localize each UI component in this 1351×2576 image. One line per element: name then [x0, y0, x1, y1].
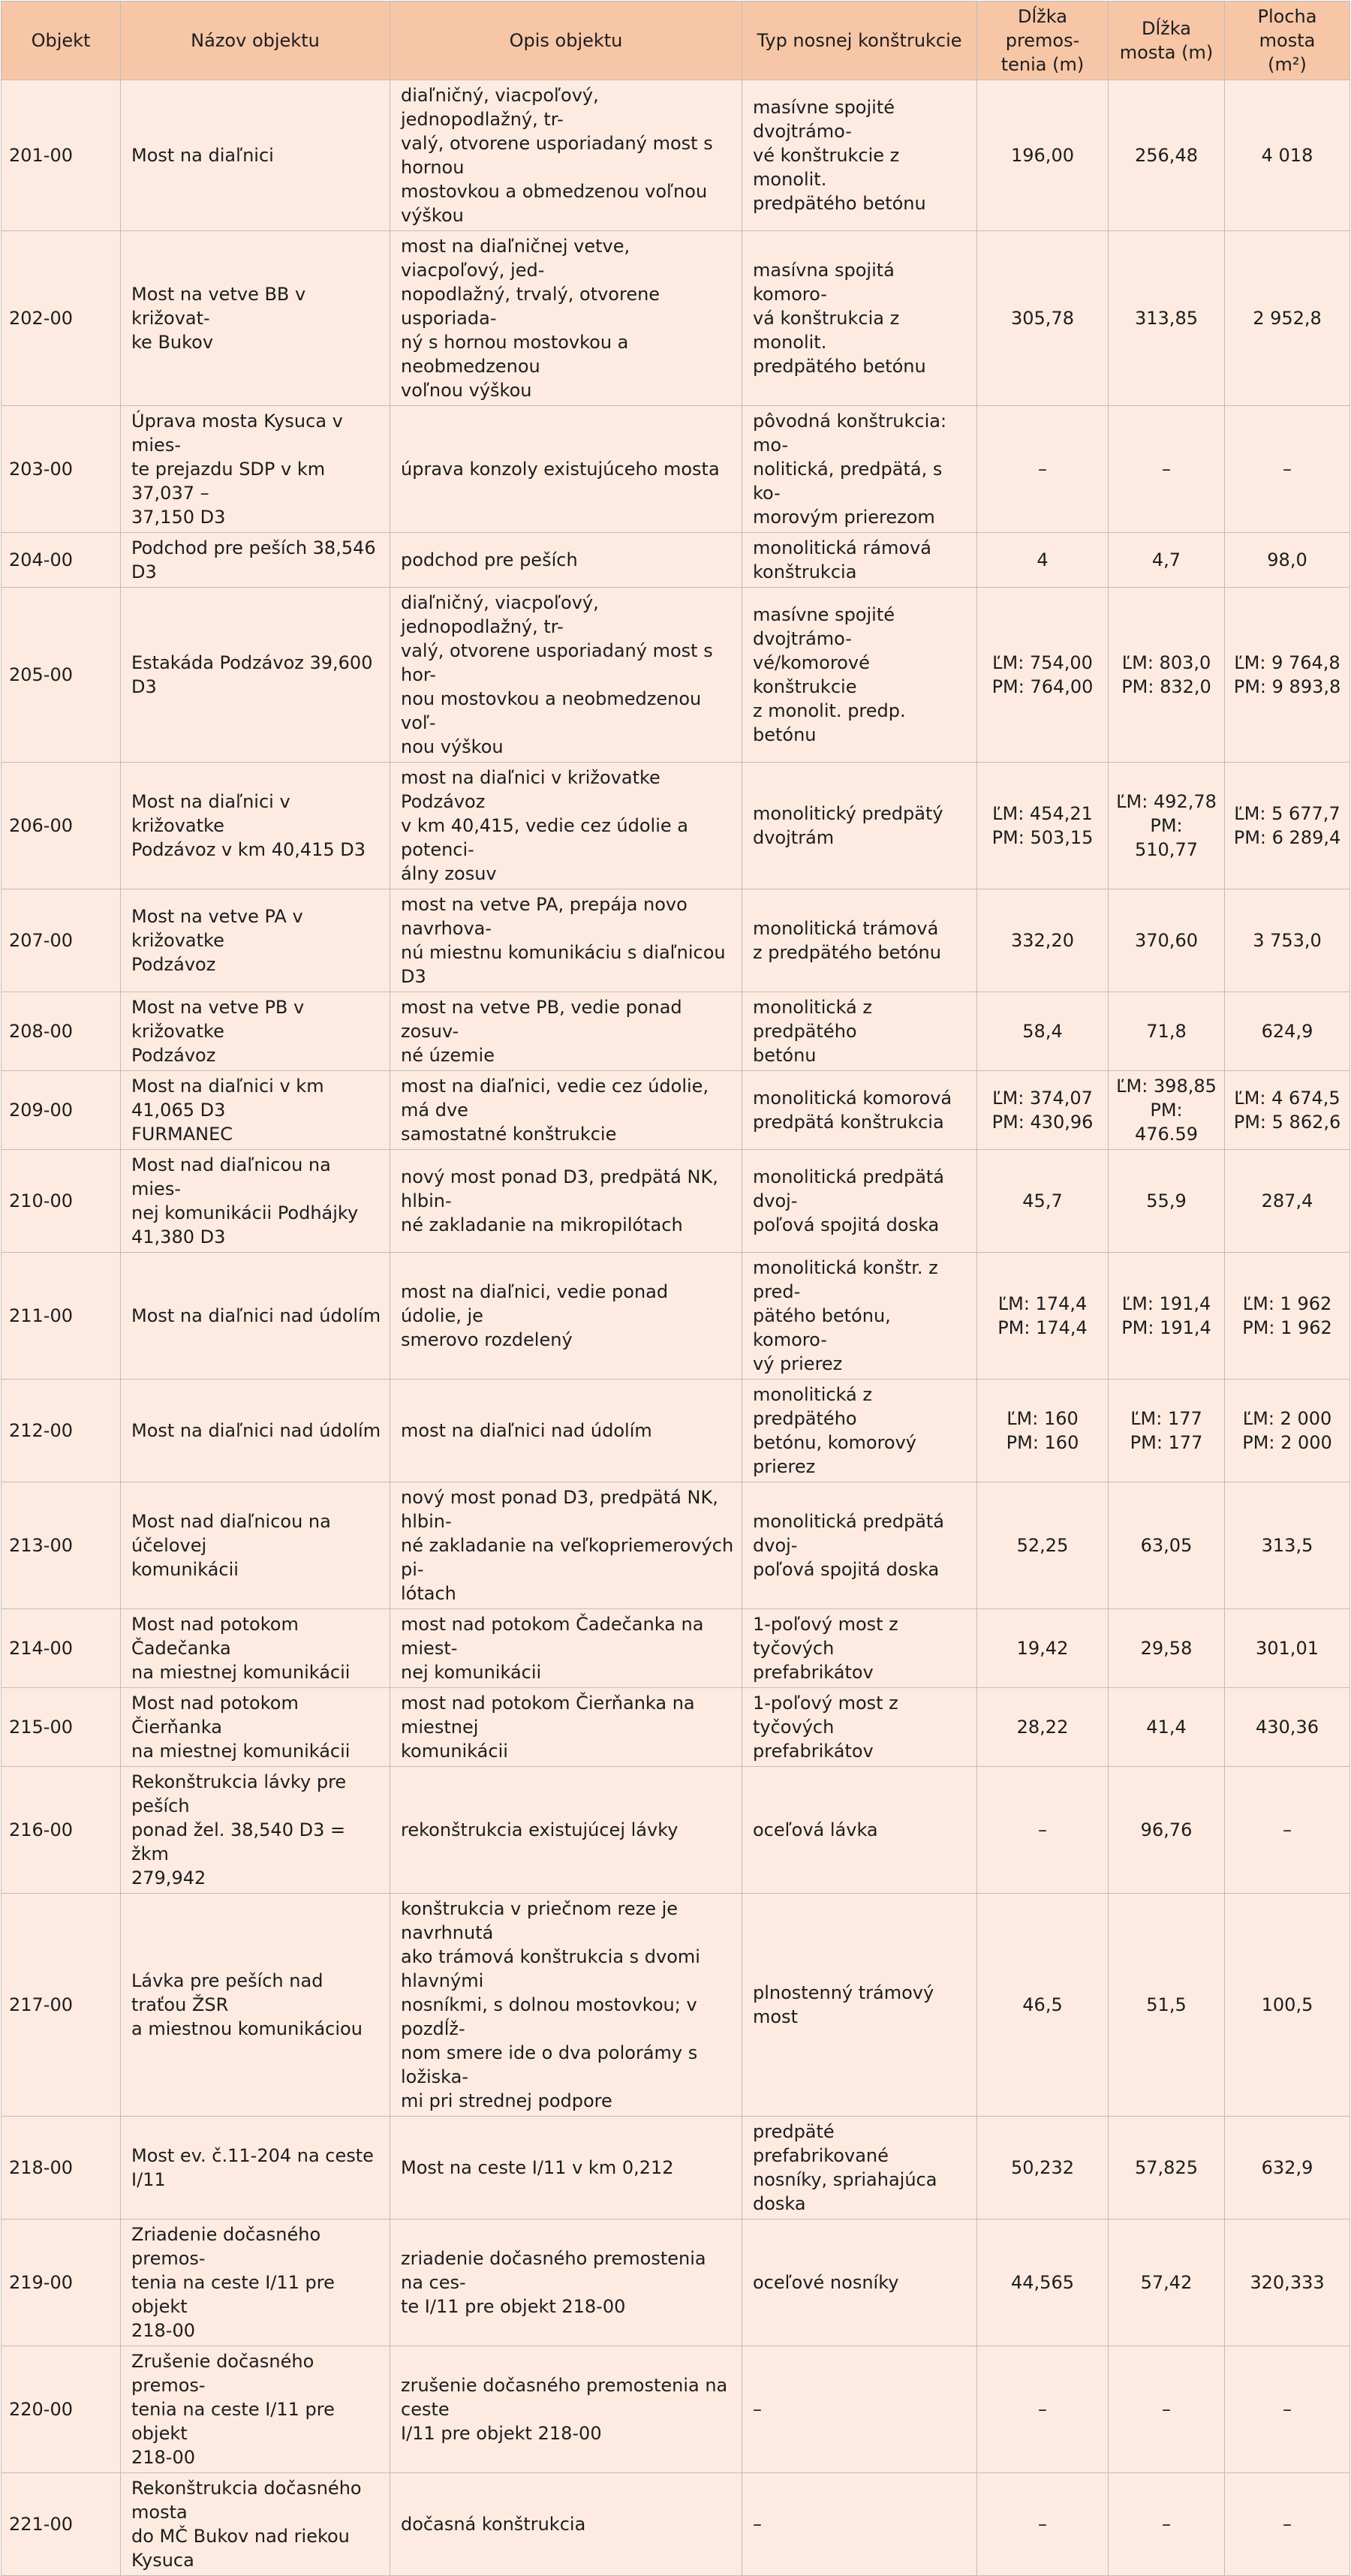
col-header-dlzka-mosta: Dĺžka mosta (m): [1109, 2, 1225, 80]
cell-objekt: 211-00: [2, 1253, 121, 1380]
cell-typ: monolitická z predpätého betónu: [742, 992, 977, 1071]
cell-dlzka-mosta: ĽM: 191,4 PM: 191,4: [1109, 1253, 1225, 1380]
cell-typ: –: [742, 2346, 977, 2473]
cell-dlzka-premostenia: 52,25: [977, 1482, 1109, 1609]
table-row: [2, 533, 1350, 588]
cell-dlzka-premostenia: 305,78: [977, 231, 1109, 406]
cell-dlzka-premostenia: ĽM: 754,00 PM: 764,00: [977, 588, 1109, 763]
cell-objekt: 214-00: [2, 1609, 121, 1688]
cell-objekt: 215-00: [2, 1688, 121, 1767]
cell-opis: most nad potokom Čierňanka na miestnej komunikácii: [390, 1688, 742, 1767]
cell-nazov: Most na vetve PB v križovatke Podzávoz: [121, 992, 390, 1071]
table-row: [2, 1380, 1350, 1482]
table-row: [2, 889, 1350, 992]
cell-dlzka-mosta: 51,5: [1109, 1894, 1225, 2117]
table-row: [2, 406, 1350, 533]
cell-dlzka-mosta: 57,42: [1109, 2219, 1225, 2346]
cell-typ: plnostenný trámový most: [742, 1894, 977, 2117]
cell-dlzka-mosta: ĽM: 398,85 PM: 476.59: [1109, 1071, 1225, 1150]
cell-plocha-mosta: –: [1225, 2346, 1350, 2473]
table-body: [2, 80, 1350, 2576]
cell-dlzka-mosta: 57,825: [1109, 2117, 1225, 2219]
cell-dlzka-premostenia: 50,232: [977, 2117, 1109, 2219]
cell-dlzka-mosta: –: [1109, 2346, 1225, 2473]
cell-nazov: Most nad potokom Čierňanka na miestnej komunikácii: [121, 1688, 390, 1767]
cell-plocha-mosta: 301,01: [1225, 1609, 1350, 1688]
table-row: [2, 763, 1350, 889]
cell-dlzka-premostenia: 196,00: [977, 80, 1109, 231]
cell-nazov: Úprava mosta Kysuca v mies- te prejazdu SDP v km 37,037 – 37,150 D3: [121, 406, 390, 533]
cell-objekt: 202-00: [2, 231, 121, 406]
cell-typ: monolitická rámová konštrukcia: [742, 533, 977, 588]
table-row: [2, 80, 1350, 231]
cell-nazov: Most na diaľnici nad údolím: [121, 1380, 390, 1482]
cell-objekt: 218-00: [2, 2117, 121, 2219]
cell-nazov: Most na diaľnici nad údolím: [121, 1253, 390, 1380]
cell-plocha-mosta: 430,36: [1225, 1688, 1350, 1767]
cell-nazov: Most ev. č.11-204 na ceste I/11: [121, 2117, 390, 2219]
cell-opis: most na diaľnici v križovatke Podzávoz v km 40,415, vedie cez údolie a potenci- álny zosuv: [390, 763, 742, 889]
cell-dlzka-premostenia: –: [977, 2473, 1109, 2576]
bridge-objects-table: [1, 1, 1350, 2576]
cell-objekt: 201-00: [2, 80, 121, 231]
cell-plocha-mosta: 313,5: [1225, 1482, 1350, 1609]
cell-plocha-mosta: 2 952,8: [1225, 231, 1350, 406]
table-row: [2, 588, 1350, 763]
cell-typ: masívne spojité dvojtrámo- vé/komorové konštrukcie z monolit. predp. betónu: [742, 588, 977, 763]
cell-dlzka-mosta: ĽM: 803,0 PM: 832,0: [1109, 588, 1225, 763]
cell-objekt: 213-00: [2, 1482, 121, 1609]
cell-objekt: 205-00: [2, 588, 121, 763]
cell-dlzka-premostenia: 58,4: [977, 992, 1109, 1071]
col-header-dlzka-premostenia: Dĺžka premos- tenia (m): [977, 2, 1109, 80]
cell-dlzka-mosta: 55,9: [1109, 1150, 1225, 1253]
cell-nazov: Rekonštrukcia dočasného mosta do MČ Bukov nad riekou Kysuca: [121, 2473, 390, 2576]
cell-typ: oceľové nosníky: [742, 2219, 977, 2346]
cell-typ: monolitická konštr. z pred- pätého betónu, komoro- vý prierez: [742, 1253, 977, 1380]
cell-dlzka-mosta: –: [1109, 2473, 1225, 2576]
table-row: [2, 1609, 1350, 1688]
cell-typ: masívne spojité dvojtrámo- vé konštrukcie z monolit. predpätého betónu: [742, 80, 977, 231]
cell-objekt: 217-00: [2, 1894, 121, 2117]
cell-opis: diaľničný, viacpoľový, jednopodlažný, tr- valý, otvorene usporiadaný most s hornou mostovkou a obmedzenou voľnou výškou: [390, 80, 742, 231]
cell-nazov: Most na diaľnici: [121, 80, 390, 231]
cell-typ: –: [742, 2473, 977, 2576]
cell-dlzka-mosta: 370,60: [1109, 889, 1225, 992]
cell-objekt: 206-00: [2, 763, 121, 889]
table-row: [2, 1894, 1350, 2117]
cell-dlzka-premostenia: 44,565: [977, 2219, 1109, 2346]
cell-typ: monolitická komorová predpätá konštrukcia: [742, 1071, 977, 1150]
cell-opis: most na diaľnici nad údolím: [390, 1380, 742, 1482]
cell-objekt: 207-00: [2, 889, 121, 992]
cell-nazov: Most nad diaľnicou na účelovej komunikácii: [121, 1482, 390, 1609]
table-row: [2, 1071, 1350, 1150]
cell-opis: nový most ponad D3, predpätá NK, hlbin- né zakladanie na veľkopriemerových pi- lótach: [390, 1482, 742, 1609]
cell-plocha-mosta: 4 018: [1225, 80, 1350, 231]
cell-objekt: 220-00: [2, 2346, 121, 2473]
cell-dlzka-premostenia: –: [977, 1767, 1109, 1894]
table-row: [2, 2473, 1350, 2576]
cell-opis: zriadenie dočasného premostenia na ces- te I/11 pre objekt 218-00: [390, 2219, 742, 2346]
cell-dlzka-premostenia: ĽM: 160 PM: 160: [977, 1380, 1109, 1482]
col-header-opis: Opis objektu: [390, 2, 742, 80]
cell-dlzka-mosta: 256,48: [1109, 80, 1225, 231]
cell-dlzka-mosta: –: [1109, 406, 1225, 533]
cell-typ: oceľová lávka: [742, 1767, 977, 1894]
cell-dlzka-premostenia: 46,5: [977, 1894, 1109, 2117]
cell-dlzka-mosta: 71,8: [1109, 992, 1225, 1071]
cell-dlzka-premostenia: 28,22: [977, 1688, 1109, 1767]
cell-plocha-mosta: –: [1225, 406, 1350, 533]
cell-dlzka-premostenia: 45,7: [977, 1150, 1109, 1253]
cell-plocha-mosta: 3 753,0: [1225, 889, 1350, 992]
cell-dlzka-premostenia: –: [977, 2346, 1109, 2473]
cell-typ: monolitický predpätý dvojtrám: [742, 763, 977, 889]
col-header-typ: Typ nosnej konštrukcie: [742, 2, 977, 80]
cell-opis: zrušenie dočasného premostenia na ceste I/11 pre objekt 218-00: [390, 2346, 742, 2473]
cell-plocha-mosta: 320,333: [1225, 2219, 1350, 2346]
cell-dlzka-mosta: 41,4: [1109, 1688, 1225, 1767]
cell-dlzka-mosta: ĽM: 177 PM: 177: [1109, 1380, 1225, 1482]
cell-nazov: Most nad diaľnicou na mies- nej komunikácii Podhájky 41,380 D3: [121, 1150, 390, 1253]
cell-objekt: 212-00: [2, 1380, 121, 1482]
cell-opis: most na vetve PA, prepája novo navrhova- nú miestnu komunikáciu s diaľnicou D3: [390, 889, 742, 992]
cell-nazov: Most na vetve PA v križovatke Podzávoz: [121, 889, 390, 992]
cell-plocha-mosta: 100,5: [1225, 1894, 1350, 2117]
cell-typ: masívna spojitá komoro- vá konštrukcia z monolit. predpätého betónu: [742, 231, 977, 406]
table-row: [2, 2219, 1350, 2346]
cell-dlzka-premostenia: ĽM: 454,21 PM: 503,15: [977, 763, 1109, 889]
cell-typ: monolitická trámová z predpätého betónu: [742, 889, 977, 992]
col-header-nazov: Názov objektu: [121, 2, 390, 80]
cell-opis: dočasná konštrukcia: [390, 2473, 742, 2576]
cell-opis: konštrukcia v priečnom reze je navrhnutá ako trámová konštrukcia s dvomi hlavnými nosníkmi, s dolnou mostovkou; v pozdĺž- nom smere ide o dva polorámy s ložiska- mi pri strednej podpore: [390, 1894, 742, 2117]
cell-typ: monolitická z predpätého betónu, komorový prierez: [742, 1380, 977, 1482]
cell-objekt: 210-00: [2, 1150, 121, 1253]
cell-plocha-mosta: 287,4: [1225, 1150, 1350, 1253]
cell-dlzka-mosta: 313,85: [1109, 231, 1225, 406]
cell-typ: 1-poľový most z tyčových prefabrikátov: [742, 1609, 977, 1688]
cell-nazov: Rekonštrukcia lávky pre peších ponad žel. 38,540 D3 = žkm 279,942: [121, 1767, 390, 1894]
table-row: [2, 231, 1350, 406]
table-row: [2, 2346, 1350, 2473]
table-header-row: [2, 2, 1350, 80]
cell-opis: most nad potokom Čadečanka na miest- nej komunikácii: [390, 1609, 742, 1688]
cell-nazov: Zriadenie dočasného premos- tenia na ceste I/11 pre objekt 218-00: [121, 2219, 390, 2346]
cell-dlzka-premostenia: ĽM: 174,4 PM: 174,4: [977, 1253, 1109, 1380]
cell-plocha-mosta: ĽM: 4 674,5 PM: 5 862,6: [1225, 1071, 1350, 1150]
cell-opis: Most na ceste I/11 v km 0,212: [390, 2117, 742, 2219]
cell-dlzka-premostenia: 19,42: [977, 1609, 1109, 1688]
cell-typ: monolitická predpätá dvoj- poľová spojitá doska: [742, 1482, 977, 1609]
cell-dlzka-mosta: ĽM: 492,78 PM: 510,77: [1109, 763, 1225, 889]
cell-opis: nový most ponad D3, predpätá NK, hlbin- né zakladanie na mikropilótach: [390, 1150, 742, 1253]
cell-nazov: Most na diaľnici v km 41,065 D3 FURMANEC: [121, 1071, 390, 1150]
cell-nazov: Most nad potokom Čadečanka na miestnej komunikácii: [121, 1609, 390, 1688]
cell-dlzka-premostenia: ĽM: 374,07 PM: 430,96: [977, 1071, 1109, 1150]
cell-dlzka-premostenia: –: [977, 406, 1109, 533]
cell-plocha-mosta: ĽM: 2 000 PM: 2 000: [1225, 1380, 1350, 1482]
cell-plocha-mosta: –: [1225, 2473, 1350, 2576]
cell-nazov: Podchod pre peších 38,546 D3: [121, 533, 390, 588]
cell-opis: úprava konzoly existujúceho mosta: [390, 406, 742, 533]
cell-dlzka-premostenia: 4: [977, 533, 1109, 588]
cell-nazov: Estakáda Podzávoz 39,600 D3: [121, 588, 390, 763]
cell-plocha-mosta: –: [1225, 1767, 1350, 1894]
table-row: [2, 2117, 1350, 2219]
cell-objekt: 208-00: [2, 992, 121, 1071]
table-row: [2, 1150, 1350, 1253]
col-header-objekt: Objekt: [2, 2, 121, 80]
table-row: [2, 992, 1350, 1071]
cell-objekt: 221-00: [2, 2473, 121, 2576]
cell-plocha-mosta: 98,0: [1225, 533, 1350, 588]
cell-plocha-mosta: ĽM: 1 962 PM: 1 962: [1225, 1253, 1350, 1380]
cell-dlzka-mosta: 63,05: [1109, 1482, 1225, 1609]
cell-opis: most na diaľnici, vedie cez údolie, má dve samostatné konštrukcie: [390, 1071, 742, 1150]
cell-opis: most na diaľničnej vetve, viacpoľový, jed- nopodlažný, trvalý, otvorene usporiada- ný s hornou mostovkou a neobmedzenou voľnou výškou: [390, 231, 742, 406]
cell-objekt: 204-00: [2, 533, 121, 588]
cell-objekt: 219-00: [2, 2219, 121, 2346]
table-row: [2, 1767, 1350, 1894]
cell-objekt: 209-00: [2, 1071, 121, 1150]
table-row: [2, 1253, 1350, 1380]
cell-nazov: Most na diaľnici v križovatke Podzávoz v km 40,415 D3: [121, 763, 390, 889]
cell-typ: monolitická predpätá dvoj- poľová spojitá doska: [742, 1150, 977, 1253]
cell-typ: 1-poľový most z tyčových prefabrikátov: [742, 1688, 977, 1767]
cell-typ: predpäté prefabrikované nosníky, spriahajúca doska: [742, 2117, 977, 2219]
cell-objekt: 216-00: [2, 1767, 121, 1894]
table-row: [2, 1688, 1350, 1767]
cell-plocha-mosta: ĽM: 9 764,8 PM: 9 893,8: [1225, 588, 1350, 763]
cell-dlzka-mosta: 29,58: [1109, 1609, 1225, 1688]
cell-dlzka-mosta: 4,7: [1109, 533, 1225, 588]
cell-opis: diaľničný, viacpoľový, jednopodlažný, tr- valý, otvorene usporiadaný most s hor- nou mostovkou a neobmedzenou voľ- nou výškou: [390, 588, 742, 763]
cell-opis: most na diaľnici, vedie ponad údolie, je smerovo rozdelený: [390, 1253, 742, 1380]
cell-dlzka-mosta: 96,76: [1109, 1767, 1225, 1894]
cell-objekt: 203-00: [2, 406, 121, 533]
cell-plocha-mosta: ĽM: 5 677,7 PM: 6 289,4: [1225, 763, 1350, 889]
cell-plocha-mosta: 624,9: [1225, 992, 1350, 1071]
cell-opis: podchod pre peších: [390, 533, 742, 588]
cell-nazov: Most na vetve BB v križovat- ke Bukov: [121, 231, 390, 406]
table-row: [2, 1482, 1350, 1609]
cell-nazov: Zrušenie dočasného premos- tenia na ceste I/11 pre objekt 218-00: [121, 2346, 390, 2473]
cell-plocha-mosta: 632,9: [1225, 2117, 1350, 2219]
col-header-plocha-mosta: Plocha mosta (m²): [1225, 2, 1350, 80]
cell-opis: most na vetve PB, vedie ponad zosuv- né územie: [390, 992, 742, 1071]
cell-opis: rekonštrukcia existujúcej lávky: [390, 1767, 742, 1894]
cell-typ: pôvodná konštrukcia: mo- nolitická, predpätá, s ko- morovým prierezom: [742, 406, 977, 533]
cell-dlzka-premostenia: 332,20: [977, 889, 1109, 992]
cell-nazov: Lávka pre peších nad traťou ŽSR a miestnou komunikáciou: [121, 1894, 390, 2117]
